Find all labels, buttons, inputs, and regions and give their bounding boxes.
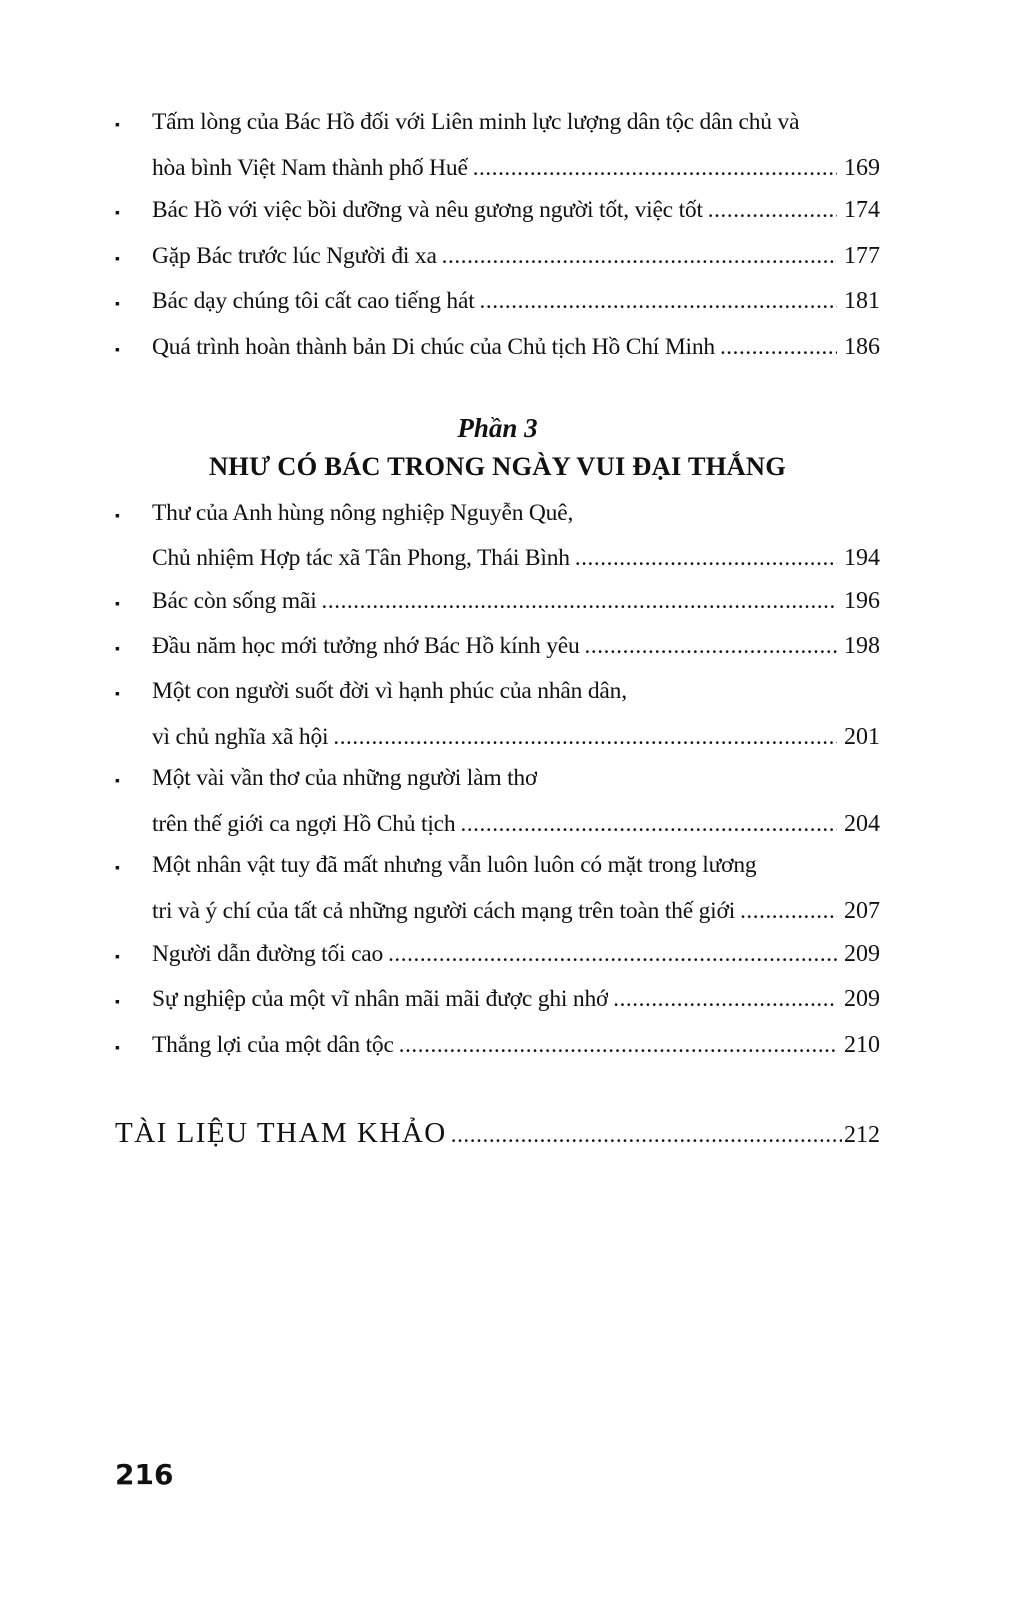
toc-entry-line — [115, 978, 880, 1024]
bullet-square-icon: ▪ — [115, 774, 120, 790]
toc-entry-line — [115, 625, 880, 671]
entry-title-text: Đầu năm học mới tưởng nhớ Bác Hồ kính yêu — [152, 633, 580, 660]
section-title: NHƯ CÓ BÁC TRONG NGÀY VUI ĐẠI THẮNG — [208, 450, 787, 481]
entry-title-text: Thắng lợi của một dân tộc — [152, 1031, 394, 1058]
folio-page-number: 216 — [115, 1458, 174, 1491]
entry-title-text: tri và ý chí của tất cả những người cách mạng trên toàn thế giới — [152, 897, 736, 924]
reference-entry — [115, 1111, 880, 1160]
bullet-square-icon: ▪ — [115, 861, 120, 877]
toc-entry-line — [115, 758, 880, 803]
dot-leader — [473, 147, 837, 190]
entry-title-text: Tấm lòng của Bác Hồ đối với Liên minh lực lượng dân tộc dân chủ và — [152, 109, 800, 135]
toc-entry-line — [115, 147, 880, 190]
toc-entry-line — [115, 716, 880, 759]
dot-leader — [399, 1024, 837, 1067]
toc-entry-line — [115, 933, 880, 979]
entry-page-number: 194 — [844, 545, 880, 572]
toc-content — [115, 102, 880, 1160]
bullet-square-icon: ▪ — [115, 297, 120, 313]
entry-title-text: Gặp Bác trước lúc Người đi xa — [152, 242, 437, 269]
toc-entry-line — [115, 890, 880, 933]
toc-entry-line — [115, 235, 880, 281]
dot-leader — [451, 1113, 842, 1160]
entry-page-number: 207 — [844, 897, 880, 924]
entry-title-text: Sự nghiệp của một vĩ nhân mãi mãi được ghi nhớ — [152, 986, 609, 1013]
entry-title-text: Bác dạy chúng tôi cất cao tiếng hát — [152, 288, 475, 315]
bullet-square-icon: ▪ — [115, 949, 120, 965]
entry-title-text: hòa bình Việt Nam thành phố Huế — [152, 154, 468, 181]
bullet-square-icon: ▪ — [115, 995, 120, 1011]
section-part-label: Phần 3 — [457, 412, 538, 443]
dot-leader — [388, 933, 837, 976]
entry-page-number: 209 — [844, 986, 880, 1013]
entry-title-text: Người dẫn đường tối cao — [152, 940, 384, 967]
entry-title-text: Bác Hồ với việc bồi dưỡng và nêu gương người tốt, việc tốt — [152, 197, 703, 224]
entry-page-number: 198 — [844, 633, 880, 660]
bullet-square-icon: ▪ — [115, 1040, 120, 1056]
toc-entry-line — [115, 1024, 880, 1070]
entry-title-text: Một nhân vật tuy đã mất nhưng vẫn luôn luôn có mặt trong lương — [152, 852, 757, 879]
dot-leader — [740, 890, 837, 933]
bullet-square-icon: ▪ — [115, 251, 120, 267]
dot-leader — [720, 326, 837, 369]
bullet-square-icon: ▪ — [115, 642, 120, 658]
entry-page-number: 209 — [844, 940, 880, 967]
dot-leader — [480, 280, 837, 323]
entry-page-number: 174 — [844, 197, 880, 224]
toc-entry-line — [115, 671, 880, 716]
toc-entry-line — [115, 537, 880, 580]
bullet-square-icon: ▪ — [115, 118, 120, 133]
entry-title-text: Chủ nhiệm Hợp tác xã Tân Phong, Thái Bình — [152, 545, 570, 572]
bullet-square-icon: ▪ — [115, 596, 120, 612]
entry-title-text: Một con người suốt đời vì hạnh phúc của nhân dân, — [152, 677, 627, 704]
section-heading — [115, 410, 880, 485]
bullet-square-icon: ▪ — [115, 686, 120, 702]
entry-title-text: trên thế giới ca ngợi Hồ Chủ tịch — [152, 810, 456, 837]
dot-leader — [442, 235, 837, 278]
entry-title-text: vì chủ nghĩa xã hội — [152, 723, 329, 750]
entry-title-text: Quá trình hoàn thành bản Di chúc của Chủ tịch Hồ Chí Minh — [152, 333, 715, 360]
entry-page-number: 196 — [844, 587, 880, 614]
entry-title-text: Bác còn sống mãi — [152, 587, 317, 614]
toc-entry-line — [115, 803, 880, 846]
dot-leader — [708, 189, 837, 232]
entry-page-number: 169 — [844, 154, 880, 181]
toc-entry-line — [115, 493, 880, 538]
entry-title-text: Thư của Anh hùng nông nghiệp Nguyễn Quê, — [152, 499, 574, 526]
bullet-square-icon: ▪ — [115, 508, 120, 524]
entry-page-number: 204 — [844, 810, 880, 837]
toc-sections — [115, 102, 880, 1069]
reference-label: TÀI LIỆU THAM KHẢO — [115, 1117, 447, 1150]
entry-page-number: 181 — [844, 288, 880, 315]
dot-leader — [585, 625, 837, 668]
toc-entry-line — [115, 189, 880, 235]
toc-entry-line — [115, 580, 880, 626]
toc-entry-line — [115, 326, 880, 372]
dot-leader — [613, 978, 837, 1021]
entry-title-text: Một vài vần thơ của những người làm thơ — [152, 765, 538, 792]
toc-entry-line — [115, 102, 880, 147]
bullet-square-icon: ▪ — [115, 342, 120, 358]
dot-leader — [460, 803, 837, 846]
entry-page-number: 177 — [844, 242, 880, 269]
toc-entry-line — [115, 280, 880, 326]
entry-page-number: 201 — [844, 723, 880, 750]
toc-entry-line — [115, 845, 880, 890]
bullet-square-icon: ▪ — [115, 206, 120, 222]
dot-leader — [575, 537, 837, 580]
dot-leader — [322, 580, 837, 623]
reference-page-number: 212 — [844, 1122, 880, 1149]
entry-page-number: 186 — [844, 333, 880, 360]
dot-leader — [333, 716, 837, 759]
entry-page-number: 210 — [844, 1031, 880, 1058]
